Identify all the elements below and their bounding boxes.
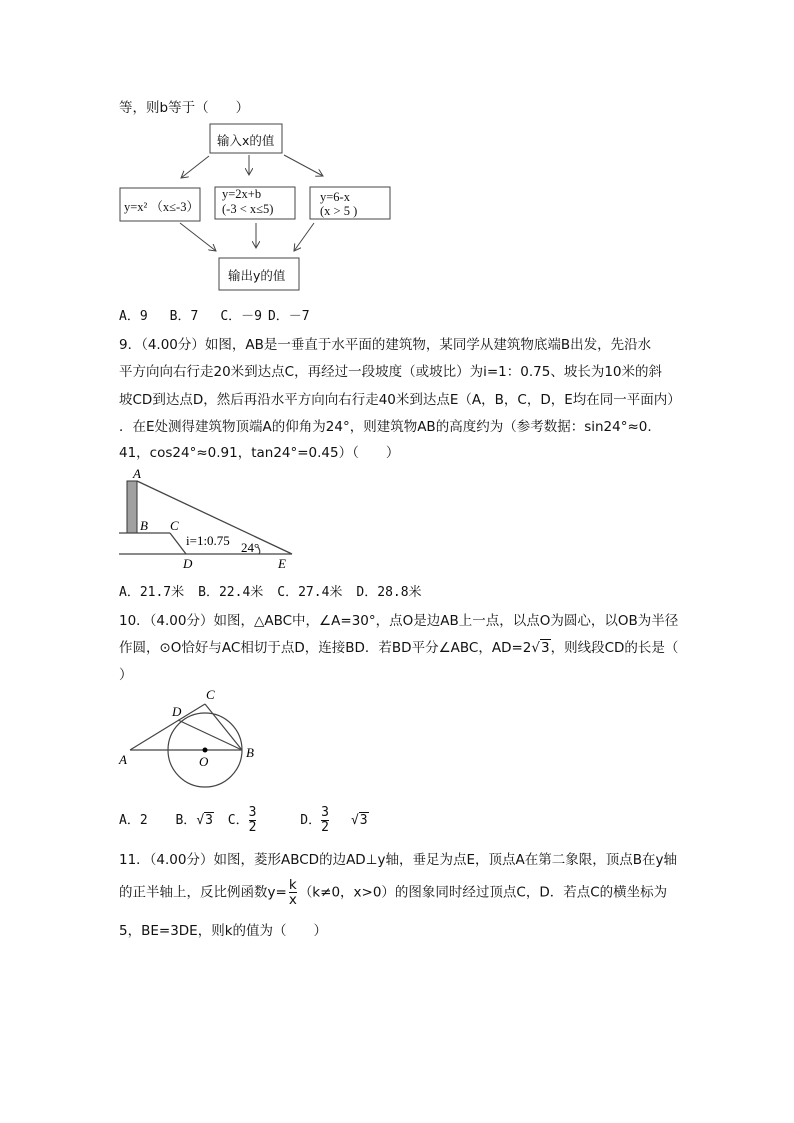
label-a: A — [133, 466, 141, 481]
q10-line3: ） — [119, 667, 133, 683]
denominator: 2 — [248, 820, 257, 835]
flow-left-label: y=x² （x≤-3） — [124, 200, 199, 214]
fraction — [249, 806, 279, 835]
option-c-label: C． — [227, 813, 249, 828]
fraction-k-over-x — [289, 878, 297, 907]
label-a: A — [119, 752, 127, 767]
q10-line2: 作圆，⊙O恰好与AC相切于点D，连接BD．若BD平分∠ABC，AD=2√3，则线段CD的长是（ — [119, 640, 679, 656]
q9-line5: 41，cos24°≈0.91，tan24°=0.45）（ ） — [119, 445, 400, 461]
slope-label: i=1:0.75 — [186, 533, 230, 548]
q9-line1: 9．（4.00分）如图，AB是一垂直于水平面的建筑物，某同学从建筑物底端B出发，先沿水 — [119, 337, 652, 353]
label-o: O — [199, 754, 209, 769]
numerator: 3 — [321, 805, 329, 820]
q9-line2: 平方向向右行走20米到达点C，再经过一段坡度（或坡比）为i=1：0.75、坡长为10米的斜 — [119, 364, 662, 380]
flow-output-label: 输出y的值 — [228, 268, 286, 283]
q10-options — [119, 806, 391, 835]
option-b[interactable]: B．7 — [169, 309, 199, 324]
label-e: E — [278, 556, 286, 571]
q10-line2-text: 作圆，⊙O恰好与AC相切于点D，连接BD．若BD平分∠ABC，AD=2 — [119, 640, 532, 656]
option-d[interactable]: D．－7 — [267, 309, 310, 324]
flow-mid-label2: (-3 < x≤5) — [222, 202, 274, 216]
option-d-label: D． — [300, 813, 322, 828]
option-a[interactable]: A．9 — [119, 309, 148, 324]
flow-mid-label1: y=2x+b — [222, 187, 262, 201]
option-b-radicand: 3 — [205, 813, 213, 828]
label-c: C — [170, 518, 179, 533]
q9-line4: ．在E处测得建筑物顶端A的仰角为24°，则建筑物AB的高度约为（参考数据：sin24°≈0. — [119, 419, 652, 435]
option-b-label: B． — [175, 813, 197, 828]
option-d-radicand: 3 — [359, 813, 368, 828]
flow-input-label: 输入x的值 — [217, 133, 275, 148]
q11-line2-tail: （k≠0，x>0）的图象同时经过顶点C，D．若点C的横坐标为 — [298, 884, 668, 901]
sqrt-radicand: 3 — [541, 640, 550, 656]
flow-right-label2: (x > 5 ) — [320, 204, 358, 218]
option-a[interactable]: A．2 — [119, 813, 148, 828]
q8-tail: 等，则b等于（ ） — [119, 100, 250, 116]
label-d: D — [172, 704, 182, 719]
q11-line2 — [119, 878, 667, 907]
option-c[interactable]: C．27.4米 — [277, 585, 343, 600]
label-c: C — [206, 687, 215, 702]
q10-line1: 10．（4.00分）如图，△ABC中，∠A=30°，点O是边AB上一点，以点O为圆心，以OB为半径 — [119, 613, 679, 629]
option-c[interactable]: C．－9 — [220, 309, 262, 324]
option-b[interactable]: B．√3 — [175, 813, 213, 828]
q10-line2-tail: ，则线段CD的长是（ — [550, 640, 679, 656]
option-c[interactable] — [227, 805, 279, 835]
angle-label: 24° — [241, 540, 260, 555]
q11-line3: 5，BE=3DE，则k的值为（ ） — [119, 923, 328, 939]
q9-line3: 坡CD到达点D，然后再沿水平方向向右行走40米到达点E（A，B，C，D，E均在同一平面内） — [119, 392, 681, 408]
option-d[interactable]: D．28.8米 — [356, 585, 422, 600]
numerator: 3 — [248, 805, 257, 820]
denominator: x — [288, 892, 297, 908]
denominator: 2 — [321, 820, 329, 835]
option-d[interactable]: D． $\frac{3}{2}$ √3 — [300, 805, 368, 835]
fraction — [321, 806, 351, 835]
flow-right-label1: y=6-x — [320, 190, 350, 204]
label-d: D — [183, 556, 193, 571]
option-b[interactable]: B．22.4米 — [198, 585, 264, 600]
q11-line1: 11．（4.00分）如图，菱形ABCD的边AD⊥y轴，垂足为点E，顶点A在第二象限，顶点B在y轴 — [119, 852, 677, 868]
label-b: B — [140, 518, 148, 533]
label-b: B — [246, 745, 254, 760]
numerator: k — [288, 877, 297, 893]
option-a[interactable]: A．21.7米 — [119, 585, 185, 600]
q11-line2-text: 的正半轴上，反比例函数y= — [119, 884, 287, 901]
